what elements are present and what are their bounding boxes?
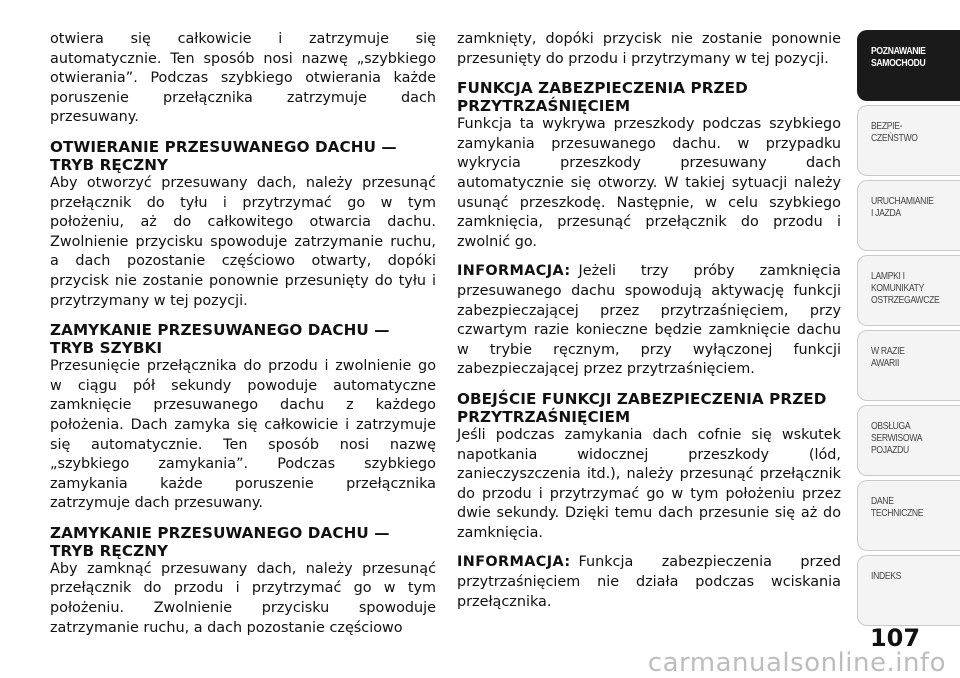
heading-manual-open: OTWIERANIE PRZESUWANEGO DACHU — TRYB RĘCZNY: [50, 137, 397, 174]
paragraph-pinch-override: Jeśli podczas zamykania dach cofnie się wskutek napotkania widocznej przeszkody (lód, zanieczyszczenia itd.), należy przesunąć przełącznik do przodu i przytrzymać go w tym położeniu przez dwie sekundy. Dzięki temu dach przesunie się aż do zamknięcia.: [457, 426, 841, 541]
right-column: [457, 30, 841, 622]
tab-label: DANE TECHNICZNE: [871, 495, 924, 519]
left-column: [50, 30, 436, 648]
tab-poznawanie-samochodu[interactable]: [857, 30, 960, 101]
tab-bezpieczenstwo[interactable]: [857, 105, 960, 176]
heading-manual-close: ZAMYKANIE PRZESUWANEGO DACHU — TRYB RĘCZNY: [50, 523, 390, 560]
tab-label: POZNAWANIE SAMOCHODU: [871, 45, 926, 69]
tab-label: BEZPIE- CZEŃSTWO: [871, 120, 918, 144]
paragraph-quick-close: Przesunięcie przełącznika do przodu i zwolnienie go w ciągu pół sekundy powoduje automatyczne zamknięcie przesuwanego dachu z każdego położenia. Dach zamyka się całkowicie i zatrzymuje się automatycznie. Ten sposób nosi nazwę „szybkiego zamykania”. Podczas szybkiego zamykania każde poruszenie przełącznika zatrzymuje dach przesuwany.: [50, 358, 436, 512]
info-text: Jeżeli trzy próby zamknięcia przesuwanego dachu spowodują aktywację funkcji zabezpieczającej przez przytrzaśnięciem, przy czwartym razie konieczne będzie zamknięcie dachu w trybie ręcznym, przy wyłączonej funkcji zabezpieczającej przez przytrzaśnięciem.: [457, 263, 841, 378]
tab-w-razie-awarii[interactable]: [857, 330, 960, 401]
tab-dane-techniczne[interactable]: [857, 480, 960, 551]
paragraph-manual-close: Aby zamknąć przesuwany dach, należy przesunąć przełącznik do przodu i przytrzymać go w tym położeniu. Zwolnienie przycisku spowoduje zatrzymanie ruchu, a dach pozostanie częściowo: [50, 560, 436, 636]
tab-label: URUCHAMIANIE I JAZDA: [871, 195, 934, 219]
tab-indeks[interactable]: [857, 555, 960, 626]
paragraph-pinch-protection: Funkcja ta wykrywa przeszkody podczas szybkiego zamykania przesuwanego dachu. w przypadku wykrycia przeszkody przesuwany dach automatycznie się otworzy. W takiej sytuacji należy usunąć przeszkodę. Następnie, w celu szybkiego zamknięcia, przesunąć przełącznik do przodu i zwolnić go.: [457, 116, 841, 250]
tab-uruchamianie-i-jazda[interactable]: [857, 180, 960, 251]
paragraph-quick-open-end: otwiera się całkowicie i zatrzymuje się automatycznie. Ten sposób nosi nazwę „szybkiego otwierania”. Podczas szybkiego otwierania każde poruszenie przełącznika zatrzymuje dach przesuwany.: [50, 31, 436, 126]
heading-pinch-protection: FUNKCJA ZABEZPIECZENIA PRZED PRZYTRZAŚNIĘCIEM: [457, 79, 748, 116]
info-note-2: [457, 553, 841, 612]
paragraph-manual-close-end: zamknięty, dopóki przycisk nie zostanie ponownie przesunięty do przodu i przytrzymany w tej pozycji.: [457, 31, 841, 67]
info-note-1: [457, 262, 841, 380]
heading-pinch-override: OBEJŚCIE FUNKCJI ZABEZPIECZENIA PRZED PRZYTRZAŚNIĘCIEM: [457, 389, 827, 426]
info-text: Funkcja zabezpieczenia przed przytrzaśnięciem nie działa podczas wciskania przełącznika.: [457, 554, 841, 610]
watermark: carmanualsonline.info: [647, 648, 946, 678]
tab-label: LAMPKI I KOMUNIKATY OSTRZEGAWCZE: [871, 270, 940, 306]
tab-obsluga-serwisowa[interactable]: [857, 405, 960, 476]
page-number: 107: [869, 624, 921, 652]
info-label: INFORMACJA:: [457, 263, 571, 280]
info-label: INFORMACJA:: [457, 554, 571, 571]
heading-quick-close: ZAMYKANIE PRZESUWANEGO DACHU — TRYB SZYBKI: [50, 321, 390, 358]
tab-label: OBSŁUGA SERWISOWA POJAZDU: [871, 420, 923, 456]
tab-lampki-i-komunikaty[interactable]: [857, 255, 960, 326]
tab-label: INDEKS: [871, 570, 902, 582]
paragraph-manual-open: Aby otworzyć przesuwany dach, należy przesunąć przełącznik do tyłu i przytrzymać go w tym położeniu, aż do całkowitego otwarcia dachu. Zwolnienie przycisku spowoduje zatrzymanie ruchu, a dach pozostanie częściowo otwarty, dopóki przycisk nie zostanie ponownie przesunięty do tyłu i przytrzymany w tej pozycji.: [50, 174, 436, 309]
tab-label: W RAZIE AWARII: [871, 345, 905, 369]
section-tabs: [857, 30, 960, 630]
